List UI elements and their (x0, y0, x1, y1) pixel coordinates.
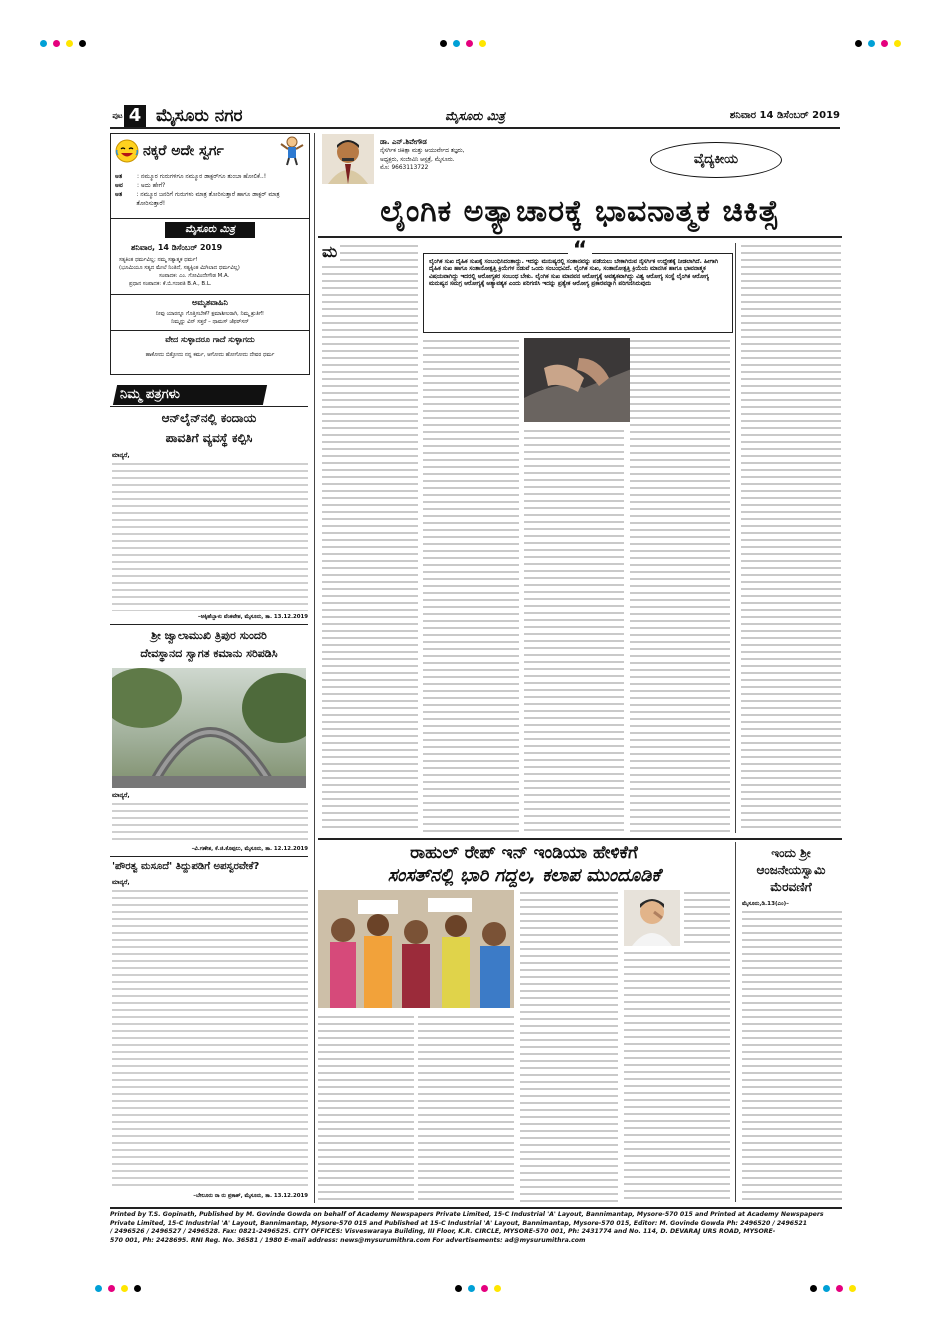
mini-date: ಶನಿವಾರ, 14 ಡಿಸೆಂಬರ್ 2019 (131, 243, 223, 252)
patragalu-title: ನಿಮ್ಮ ಪತ್ರಗಳು (120, 387, 180, 402)
right-story-body (742, 909, 842, 1202)
nakkare-title: ನಕ್ಕರೆ ಅದೇ ಸ್ವರ್ಗ (143, 143, 224, 159)
protest-photo (318, 890, 514, 1008)
divider (111, 330, 309, 331)
letter3-sign: –ಬೇಲೂರು ರಾ ರು ಪ್ರಕಾಶ್, ಮೈಸೂರು, ತಾ. 13.12.2019 (193, 1193, 308, 1199)
rahul-col-3 (520, 890, 618, 1202)
author-name: ಡಾ. ಎನ್.ಶಿವೇಗೌಡ (380, 138, 427, 146)
letter2-title-b: ದೇವಸ್ಥಾನದ ಸ್ವಾಗತ ಕಮಾನು ಸರಿಪಡಿಸಿ (140, 647, 278, 660)
letter1-sign: –ಅಕ್ಕಿಹೆಬ್ಬಾಳು ವೆಂಕಟೇಶ, ಮೈಸೂರು, ತಾ. 13.12.2019 (197, 614, 308, 620)
rahul-col-2 (418, 1014, 514, 1202)
right-story-title-a: ಇಂದು ಶ್ರೀ (771, 846, 811, 860)
rahul-col-1 (318, 1014, 414, 1202)
header-rule (110, 127, 840, 129)
pullquote-box (423, 238, 733, 333)
section-title: ಮೈಸೂರು ನಗರ (156, 106, 243, 126)
right-story-title-c: ಮೆರವಣಿಗೆ (770, 880, 812, 894)
top-registration-dots-right (855, 40, 901, 47)
rahul-headline-a: ರಾಹುಲ್ ರೇಪ್ ಇನ್ ಇಂಡಿಯಾ ಹೇಳಿಕೆಗೆ (410, 843, 638, 863)
mini-lines: ಸತ್ಯಕಿಂತ ಧರ್ಮವಿಲ್ಲ; ನಮ್ಮ ಸತ್ಯಾತ್ಮಕ ಧರ್ಮ! (ಭೂಮಿಯೂ ಸತ್ಯದ ಮೇಲೆ ನಿಂತಿದೆ, ಸತ್ಯಕ್ಕಿಂತ ಮಿಗಿಲಾದ ಧರ್ಮವಿಲ್ಲ) ಸಂಪಾದಕ: ಎಂ. ಗೋವಿಂದೇಗೌಡ M.A. ಪ್ರಧಾನ ಸಂಪಾದಕ: ಕೆ.ಬಿ.ಗಣಪತಿ B.A., B.L. (119, 257, 240, 287)
column-rule (314, 133, 315, 1203)
letter1-title-a: ಆನ್‌ಲೈನ್‌ನಲ್ಲಿ ಕಂದಾಯ (161, 411, 257, 425)
divider (110, 624, 308, 625)
veda-line: ಹಾಕೋದು ಬಿತ್ತೋದು ನನ್ನ ಕರ್ಮ, ಆಗೋದು ಹೋಗೋದು ದೇವರ ಧರ್ಮ (145, 352, 275, 358)
joke-line: ಅತ : ನಮ್ಮೂರ ಜನರಿಗೆ ಗುರುಗಳು ಮಾತ್ರ ತೋರಿಸುತ್ತಾರೆ ಹಾಗೂ ಡಾಕ್ಟರ್ ಮಾತ್ರ ತೋರಿಸುತ್ತಾರೆ! (115, 191, 280, 207)
author-photo (322, 134, 374, 184)
bottom-registration-dots-right (810, 1285, 856, 1292)
bottom-registration-dots-left (95, 1285, 141, 1292)
author-byline: ಡಾ. ಎನ್.ಶಿವೇಗೌಡ ನೈಸರ್ಗಿಕ ಚಿಕಿತ್ಸಾ ಮತ್ತು ಆಯುರ್ವೇದ ತಜ್ಞರು, ಅಧ್ಯಕ್ಷರು, ಸಂಜೀವಿನಿ ಆಸ್ಪತ್ರೆ, ಮೈಸೂರು. ಮೊ: 9663113722 (380, 137, 620, 173)
rahul-headline-b: ಸಂಸತ್‌ನಲ್ಲಿ ಭಾರಿ ಗದ್ದಲ, ಕಲಾಪ ಮುಂದೂಡಿಕೆ (387, 865, 661, 886)
column-rule (735, 842, 736, 1202)
divider (111, 218, 309, 219)
veda-title: ವೇದ ಸುಳ್ಳಾದರೂ ಗಾದೆ ಸುಳ್ಳಾಗದು (165, 335, 255, 344)
article-col-4 (630, 338, 730, 833)
footer-imprint: Printed by T.S. Gopinath, Published by M. Govinde Gowda on behalf of Academy Newspapers Private Limited, 15-C Industrial 'A' Layout, Bannimantap, Mysore-570 015 and Printed at Academy Newspapers Private Limited, 15-C Industrial 'A' Layout, Bannimantap, Mysore-570 015 and Published at 15-C Industrial 'A' Layout, Bannimantap, Mysore-570 015, Editor: M. Govinde Gowda Ph: 2496520 / 2496521 / 2496526 / 2496527 / 2496528. Fax: 0821-2496525. CITY OFFICES: Visveswaraya Building, III Floor, K.R. CIRCLE, MYSORE-570 001, Ph: 2431774 and No. 114, D. DEVARAJ URS ROAD, MYSORE- 570 001, Ph: 2428695. RNI Reg. No. 36581 / 1980 E-mail address: news@mysurumithra.com For advertisements: ad@mysurumithra.com (110, 1211, 824, 1244)
amrutha-lines: ನೀವು ಯಾರನ್ನೂ ಗೊತ್ತಿಸಬೇಕೆ? ಕ್ಷಮಾಶೀಲರಾಗಿ, ನಿಮ್ಮ ಶ್ರುತಿಗೆ! ನಿಮ್ಮನ್ನು ವಿನ್ ಸತ್ತರೆ – ಥಾಮಸ್ ಜೆಫರ್‌ಸನ್ (155, 311, 265, 325)
right-story-title-b: ಆಂಜನೇಯಸ್ವಾಮಿ (756, 863, 826, 877)
letter1-salutation: ಮಾನ್ಯರೆ, (112, 452, 130, 459)
divider (110, 856, 308, 857)
article-col-3 (524, 428, 624, 833)
letter3-title: 'ಪೌರತ್ವ ಮಸೂದೆ' ತಿದ್ದುಪಡಿಗೆ ಅಪಸ್ವರವೇಕೆ? (112, 861, 260, 872)
top-registration-dots-left (40, 40, 86, 47)
article-col-5 (741, 243, 841, 833)
letter1-body (112, 461, 308, 611)
drop-cap: ಮ (322, 243, 340, 261)
page-header (110, 105, 840, 127)
letter2-salutation: ಮಾನ್ಯರೆ, (112, 792, 130, 799)
joke-line: ಅತ : ನಮ್ಮೂರ ಗುರುಗಳಿಗೂ ನಮ್ಮೂರ ಡಾಕ್ಟರ್‌ಗೂ ತುಂಬಾ ಹೋಲಿಕೆ..! (115, 173, 267, 180)
divider (111, 294, 309, 295)
pullquote-text: ಲೈಂಗಿಕ ಸುಖ ದೈಹಿಕ ಸುಖಕ್ಕೆ ಸಂಬಂಧಿಸಿದಂತಾದ್ದು. ಇದನ್ನು ಮನುಷ್ಯರಲ್ಲಿ ಸಂತಾನವನ್ನು ಪಡೆಯಲು ಬೇಕಾಗಿರುವ ನೈಸರ್ಗಿಕ ಉದ್ದೇಶಕ್ಕೆ ನೀಡಲಾಗಿದೆ. ಹೀಗಾಗಿ ದೈಹಿಕ ಸುಖ ಹಾಗೂ ಸಂತಾನೋತ್ಪತ್ತಿ ಕ್ರಿಯೆಗಳ ನಡುವೆ ಒಂದು ಸಂಬಂಧವಿದೆ. ಲೈಂಗಿಕ ಸುಖ, ಸಂತಾನೋತ್ಪತ್ತಿ ಕ್ರಿಯೆಯ ಮಾನಸಿಕ ಹಾಗೂ ಭಾವನಾತ್ಮಕ ವಿಷಯವಾಗಿದ್ದು ಇದರಲ್ಲಿ ಆರೋಗ್ಯಕರ ಸಂಬಂಧ ಬೇಕು. ಲೈಂಗಿಕ ಸುಖ ಮಾನವನ ಆರೋಗ್ಯಕ್ಕೆ ಅವಶ್ಯಕವಾಗಿದ್ದು ವಿಶ್ವ ಆರೋಗ್ಯ ಸಂಸ್ಥೆ ಲೈಂಗಿಕ ಆರೋಗ್ಯ ಮನುಷ್ಯನ ಸಮಗ್ರ ಆರೋಗ್ಯಕ್ಕೆ ಅತ್ಯಾವಶ್ಯಕ ಎಂದು ಪರಿಗಣಿಸಿ ಇದನ್ನು ಪ್ರತ್ಯೇಕ ಆರೋಗ್ಯ ಪ್ರಕಾರವನ್ನಾಗಿ ಪರಿಗಣಿಸಿರುವುದು (429, 259, 719, 288)
rahul-col-4 (624, 950, 730, 1202)
page-label: ಪುಟ (112, 112, 123, 120)
header-date: ಶನಿವಾರ 14 ಡಿಸೆಂಬರ್ 2019 (729, 110, 840, 121)
quote-mark-icon: “ (568, 240, 592, 262)
rahul-photo (624, 890, 680, 946)
article-headline: ಲೈಂಗಿಕ ಅತ್ಯಾಚಾರಕ್ಕೆ ಭಾವನಾತ್ಮಕ ಚಿಕಿತ್ಸೆ (380, 194, 780, 229)
divider (318, 838, 842, 840)
laughing-face-icon (115, 139, 139, 163)
right-story-dateline: ಮೈಸೂರು,ಡಿ.13(ಎಂ)– (742, 901, 789, 907)
category-badge: ವೈದ್ಯಕೀಯ (650, 142, 782, 178)
arch-photo (112, 668, 306, 788)
top-registration-dots-center (440, 40, 486, 47)
nakkare-box (110, 133, 310, 375)
footer-rule (110, 1207, 842, 1209)
pointing-man-icon (279, 136, 305, 166)
article-col-1 (322, 243, 418, 833)
hands-photo (524, 338, 634, 422)
letter2-sign: –ವಿ.ಗಣೇಶ, ಕೆ.ಜಿ.ಕೊಪ್ಪಲು, ಮೈಸೂರು, ತಾ. 12.12.2019 (191, 846, 308, 852)
divider (110, 406, 308, 407)
amrutha-title: ಅಮೃತವಾಹಿನಿ (192, 298, 228, 307)
page-number: 4 (124, 105, 146, 127)
mini-masthead: ಮೈಸೂರು ಮಿತ್ರ (165, 222, 255, 238)
rahul-col-4-top (684, 890, 730, 946)
letter2-title-a: ಶ್ರೀ ಜ್ವಾಲಾಮುಖಿ ತ್ರಿಪುರ ಸುಂದರಿ (151, 629, 267, 642)
letter3-body (112, 888, 308, 1190)
letter2-body (112, 801, 308, 843)
letter3-salutation: ಮಾನ್ಯರೆ, (112, 879, 130, 886)
joke-list (115, 172, 305, 208)
masthead: ಮೈಸೂರು ಮಿತ್ರ (445, 109, 505, 123)
column-rule (735, 243, 736, 833)
letter1-title-b: ಪಾವತಿಗೆ ವ್ಯವಸ್ಥೆ ಕಲ್ಪಿಸಿ (165, 431, 253, 445)
article-col-2 (423, 338, 519, 833)
bottom-registration-dots-center (455, 1285, 501, 1292)
joke-line: ಅವ : ಅದು ಹೇಗೆ? (115, 182, 166, 189)
